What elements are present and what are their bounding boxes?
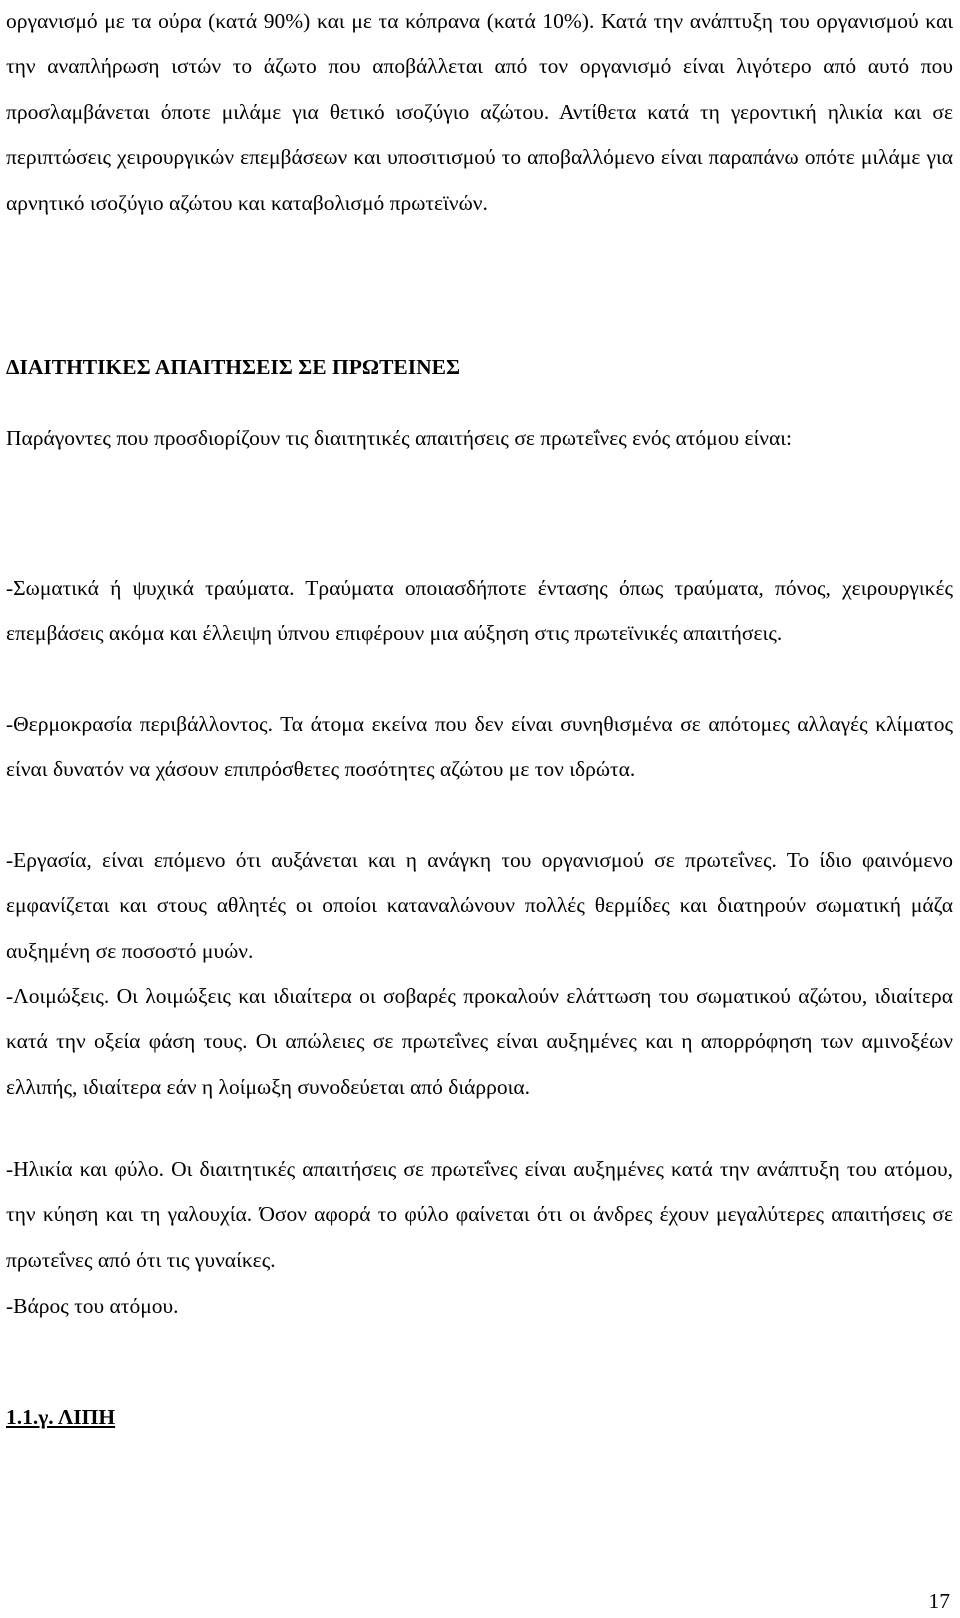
page-number: 17 (928, 1589, 950, 1613)
section-heading-fats: 1.1.γ. ΛΙΠΗ (6, 1405, 116, 1429)
factor-infections: -Λοιμώξεις. Οι λοιμώξεις και ιδιαίτερα οι σοβαρές προκαλούν ελάττωση του σωματικού αζώτου, ιδιαίτερα κατά την οξεία φάση τους. Οι απώλειες σε πρωτεΐνες είναι αυξημένες και η απορρόφηση των αμινοξέων ελλιπής, ιδιαίτερα εάν η λοίμωξη συνοδεύεται από διάρροια. (6, 984, 953, 1099)
factor-temperature: -Θερμοκρασία περιβάλλοντος. Τα άτομα εκείνα που δεν είναι συνηθισμένα σε απότομες αλλαγές κλίματος είναι δυνατόν να χάσουν επιπρόσθετες ποσότητες αζώτου με τον ιδρώτα. (6, 712, 953, 782)
factor-work: -Εργασία, είναι επόμενο ότι αυξάνεται και η ανάγκη του οργανισμού σε πρωτεΐνες. Το ίδιο φαινόμενο εμφανίζεται και στους αθλητές οι οποίοι καταναλώνουν πολλές θερμίδες και διατηρούν σωματική μάζα αυξημένη σε ποσοστό μυών. (6, 848, 953, 963)
intro-paragraph: οργανισμό με τα ούρα (κατά 90%) και με τα κόπρανα (κατά 10%). Κατά την ανάπτυξη του οργανισμού και την αναπλήρωση ιστών το άζωτο που αποβάλλεται από τον οργανισμό είναι λιγότερο από αυτό που προσλαμβάνεται όποτε μιλάμε για θετικό ισοζύγιο αζώτου. Αντίθετα κατά τη γεροντική ηλικία και σε περιπτώσεις χειρουργικών επεμβάσεων και υποσιτισμού το αποβαλλόμενο είναι παραπάνω οπότε μιλάμε για αρνητικό ισοζύγιο αζώτου και καταβολισμό πρωτεϊνών. (6, 9, 953, 215)
factor-injuries: -Σωματικά ή ψυχικά τραύματα. Τραύματα οποιασδήποτε έντασης όπως τραύματα, πόνος, χειρουργικές επεμβάσεις ακόμα και έλλειψη ύπνου επιφέρουν μια αύξηση στις πρωτεϊνικές απαιτήσεις. (6, 576, 953, 646)
factor-body-weight: -Βάρος του ατόμου. (6, 1294, 179, 1318)
factor-age-sex: -Ηλικία και φύλο. Οι διαιτητικές απαιτήσεις σε πρωτεΐνες είναι αυξημένες κατά την ανάπτυξη του ατόμου, την κύηση και τη γαλουχία. Όσον αφορά το φύλο φαίνεται ότι οι άνδρες έχουν μεγαλύτερες απαιτήσεις σε πρωτεΐνες από ότι τις γυναίκες. (6, 1157, 953, 1272)
section-heading-protein-requirements: ΔΙΑΙΤΗΤΙΚΕΣ ΑΠΑΙΤΗΣΕΙΣ ΣΕ ΠΡΩΤΕΙΝΕΣ (6, 355, 461, 379)
factors-intro-paragraph: Παράγοντες που προσδιορίζουν τις διαιτητικές απαιτήσεις σε πρωτεΐνες ενός ατόμου είναι: (6, 426, 793, 450)
